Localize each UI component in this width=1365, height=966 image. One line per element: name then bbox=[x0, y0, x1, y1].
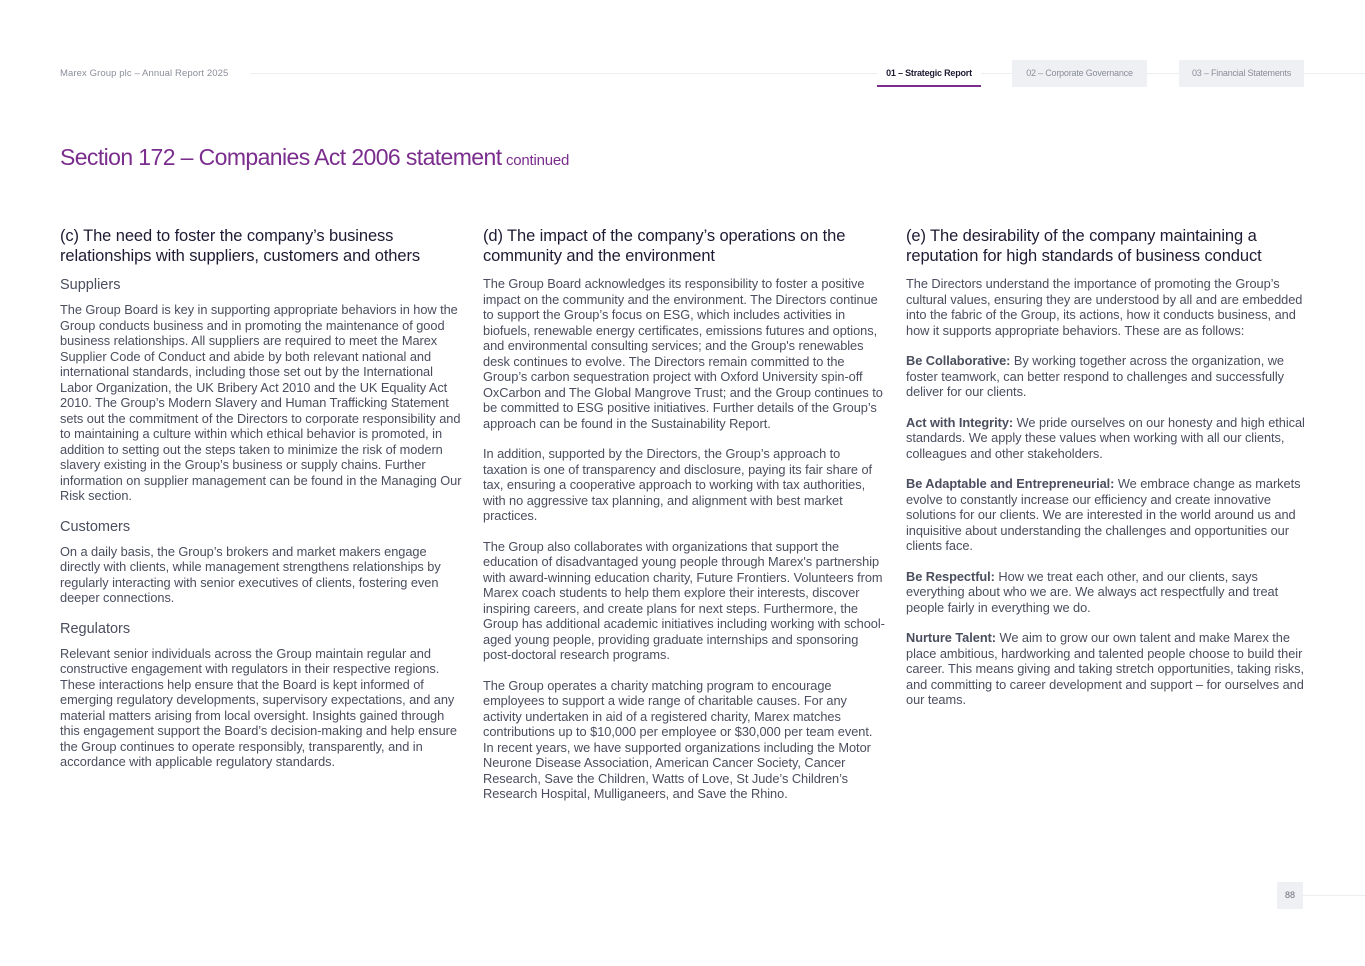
value-name: Be Adaptable and Entrepreneurial: bbox=[906, 476, 1115, 491]
column-heading: (c) The need to foster the company’s business relationships with suppliers, customers and others bbox=[60, 227, 421, 265]
subheading-regulators: Regulators bbox=[60, 620, 131, 637]
subheading-customers: Customers bbox=[60, 518, 131, 535]
body-paragraph: In addition, supported by the Directors, the Group’s approach to taxation is one of transparency and disclosure, paying its fair share of tax, ensuring a cooperative approach to working with tax authorities, with no aggressive tax planning, and alignment with best market practices. bbox=[483, 446, 873, 523]
page-number: 88 bbox=[1277, 882, 1303, 909]
column-community-environment bbox=[483, 226, 885, 817]
column-heading: (e) The desirability of the company maintaining a reputation for high standards of business conduct bbox=[906, 227, 1262, 265]
column-heading: (d) The impact of the company’s operations on the community and the environment bbox=[483, 227, 846, 265]
value-text: We pride ourselves on our honesty and high ethical standards. We apply these values when working with all our clients, colleagues and other stakeholders. bbox=[906, 414, 1305, 461]
value-paragraph bbox=[906, 476, 1308, 554]
value-paragraph bbox=[906, 415, 1308, 462]
page-title-suffix: continued bbox=[505, 152, 570, 169]
value-name: Be Collaborative: bbox=[906, 353, 1011, 368]
body-paragraph: The Group Board acknowledges its responsibility to foster a positive impact on the community and the environment. The Directors continue to support the Group’s focus on ESG, which includes activities in biofuels, renewable energy certificates, emissions futures and options, and environmental consulting services; and the Group's renewables desk continues to evolve. The Directors remain committed to the Group’s carbon sequestration project with Oxford University spin-off OxCarbon and The Global Mangrove Trust; and the Group continues to be committed to ESG positive initiatives. Further details of the Group’s approach can be found in the Sustainability Report. bbox=[483, 276, 883, 431]
tab-corporate-governance[interactable]: 02 – Corporate Governance bbox=[1012, 60, 1147, 87]
body-paragraph: The Group also collaborates with organizations that support the education of disadvantaged young people through Marex's partnership with award-winning education charity, Future Frontiers. Volunteers from Marex coach students to help them explore their interests, discover inspiring careers, and create plans for next steps. Furthermore, the Group has additional academic initiatives including working with school-aged young people, providing graduate internships and sponsoring post-doctoral research programs. bbox=[483, 538, 885, 662]
page-title: Section 172 – Companies Act 2006 statement bbox=[60, 144, 502, 170]
value-paragraph bbox=[906, 569, 1308, 616]
intro-paragraph: The Directors understand the importance of promoting the Group’s cultural values, ensuring they are understood by all and are embedded into the fabric of the Group, its actions, how it conducts business, and how it supports appropriate behaviors. These are as follows: bbox=[906, 276, 1303, 338]
value-name: Be Respectful: bbox=[906, 568, 995, 584]
value-name: Act with Integrity: bbox=[906, 414, 1014, 430]
column-business-conduct bbox=[906, 226, 1308, 723]
subheading-suppliers: Suppliers bbox=[60, 277, 121, 293]
value-name: Nurture Talent: bbox=[906, 630, 997, 645]
value-text: We embrace change as markets evolve to constantly increase our efficiency and create innovative solutions for our clients. We are interested in the world around us and inquisitive about understanding the challenges and opportunities our clients face. bbox=[906, 476, 1301, 553]
value-paragraph bbox=[906, 353, 1308, 400]
tab-strategic-report[interactable]: 01 – Strategic Report bbox=[877, 60, 981, 87]
suppliers-paragraph: The Group Board is key in supporting appropriate behaviors in how the Group conducts business and in promoting the maintenance of good business relationships. All suppliers are required to meet the Marex Supplier Code of Conduct and abide by both relevant national and international standards, including those set out by the International Labor Organization, the UK Bribery Act 2010 and the UK Equality Act 2010. The Group’s Modern Slavery and Human Trafficking Statement sets out the commitment of the Directors to corporate responsibility and to maintaining a culture within which ethical behavior is promoted, in addition to setting out the steps taken to minimize the risk of modern slavery existing in the Group’s business or supply chains. Further information on supplier management can be found in the Managing Our Risk section. bbox=[60, 302, 462, 503]
value-paragraph bbox=[906, 630, 1308, 708]
page-title-row bbox=[60, 144, 569, 171]
column-business-relationships bbox=[60, 226, 462, 784]
value-text: How we treat each other, and our clients, says everything about who we are. We always act respectfully and treat people fairly in everything we do. bbox=[906, 568, 1279, 615]
footer-rule bbox=[1303, 895, 1365, 896]
customers-paragraph: On a daily basis, the Group’s brokers and market makers engage directly with clients, while management strengthens relationships by regularly interacting with senior executives of clients, fostering even deeper connections. bbox=[60, 543, 441, 605]
value-text: We aim to grow our own talent and make Marex the place ambitious, hardworking and talented people choose to build their career. This means giving and taking stretch opportunities, taking risks, and committing to career development and support – for ourselves and our teams. bbox=[906, 630, 1304, 707]
value-text: By working together across the organization, we foster teamwork, can better respond to challenges and successfully deliver for our clients. bbox=[906, 353, 1284, 399]
body-paragraph: The Group operates a charity matching program to encourage employees to support a wide range of charitable causes. For any activity undertaken in aid of a registered charity, Marex matches contributions up to $10,000 per employee or $30,000 per team event. In recent years, we have supported organizations including the Motor Neurone Disease Association, American Cancer Society, Cancer Research, Save the Children, Watts of Love, St Jude’s Children’s Research Hospital, Mulliganeers, and Save the Rhino. bbox=[483, 677, 873, 801]
tab-financial-statements[interactable]: 03 – Financial Statements bbox=[1179, 60, 1304, 87]
report-name: Marex Group plc – Annual Report 2025 bbox=[60, 68, 229, 79]
regulators-paragraph: Relevant senior individuals across the Group maintain regular and constructive engagement with regulators in their respective regions. These interactions help ensure that the Board is kept informed of emerging regulatory developments, supervisory expectations, and any material matters arising from local oversight. Insights gained through this engagement support the Board’s decision-making and help ensure the Group continues to operate responsibly, transparently, and in accordance with applicable regulatory standards. bbox=[60, 645, 457, 769]
